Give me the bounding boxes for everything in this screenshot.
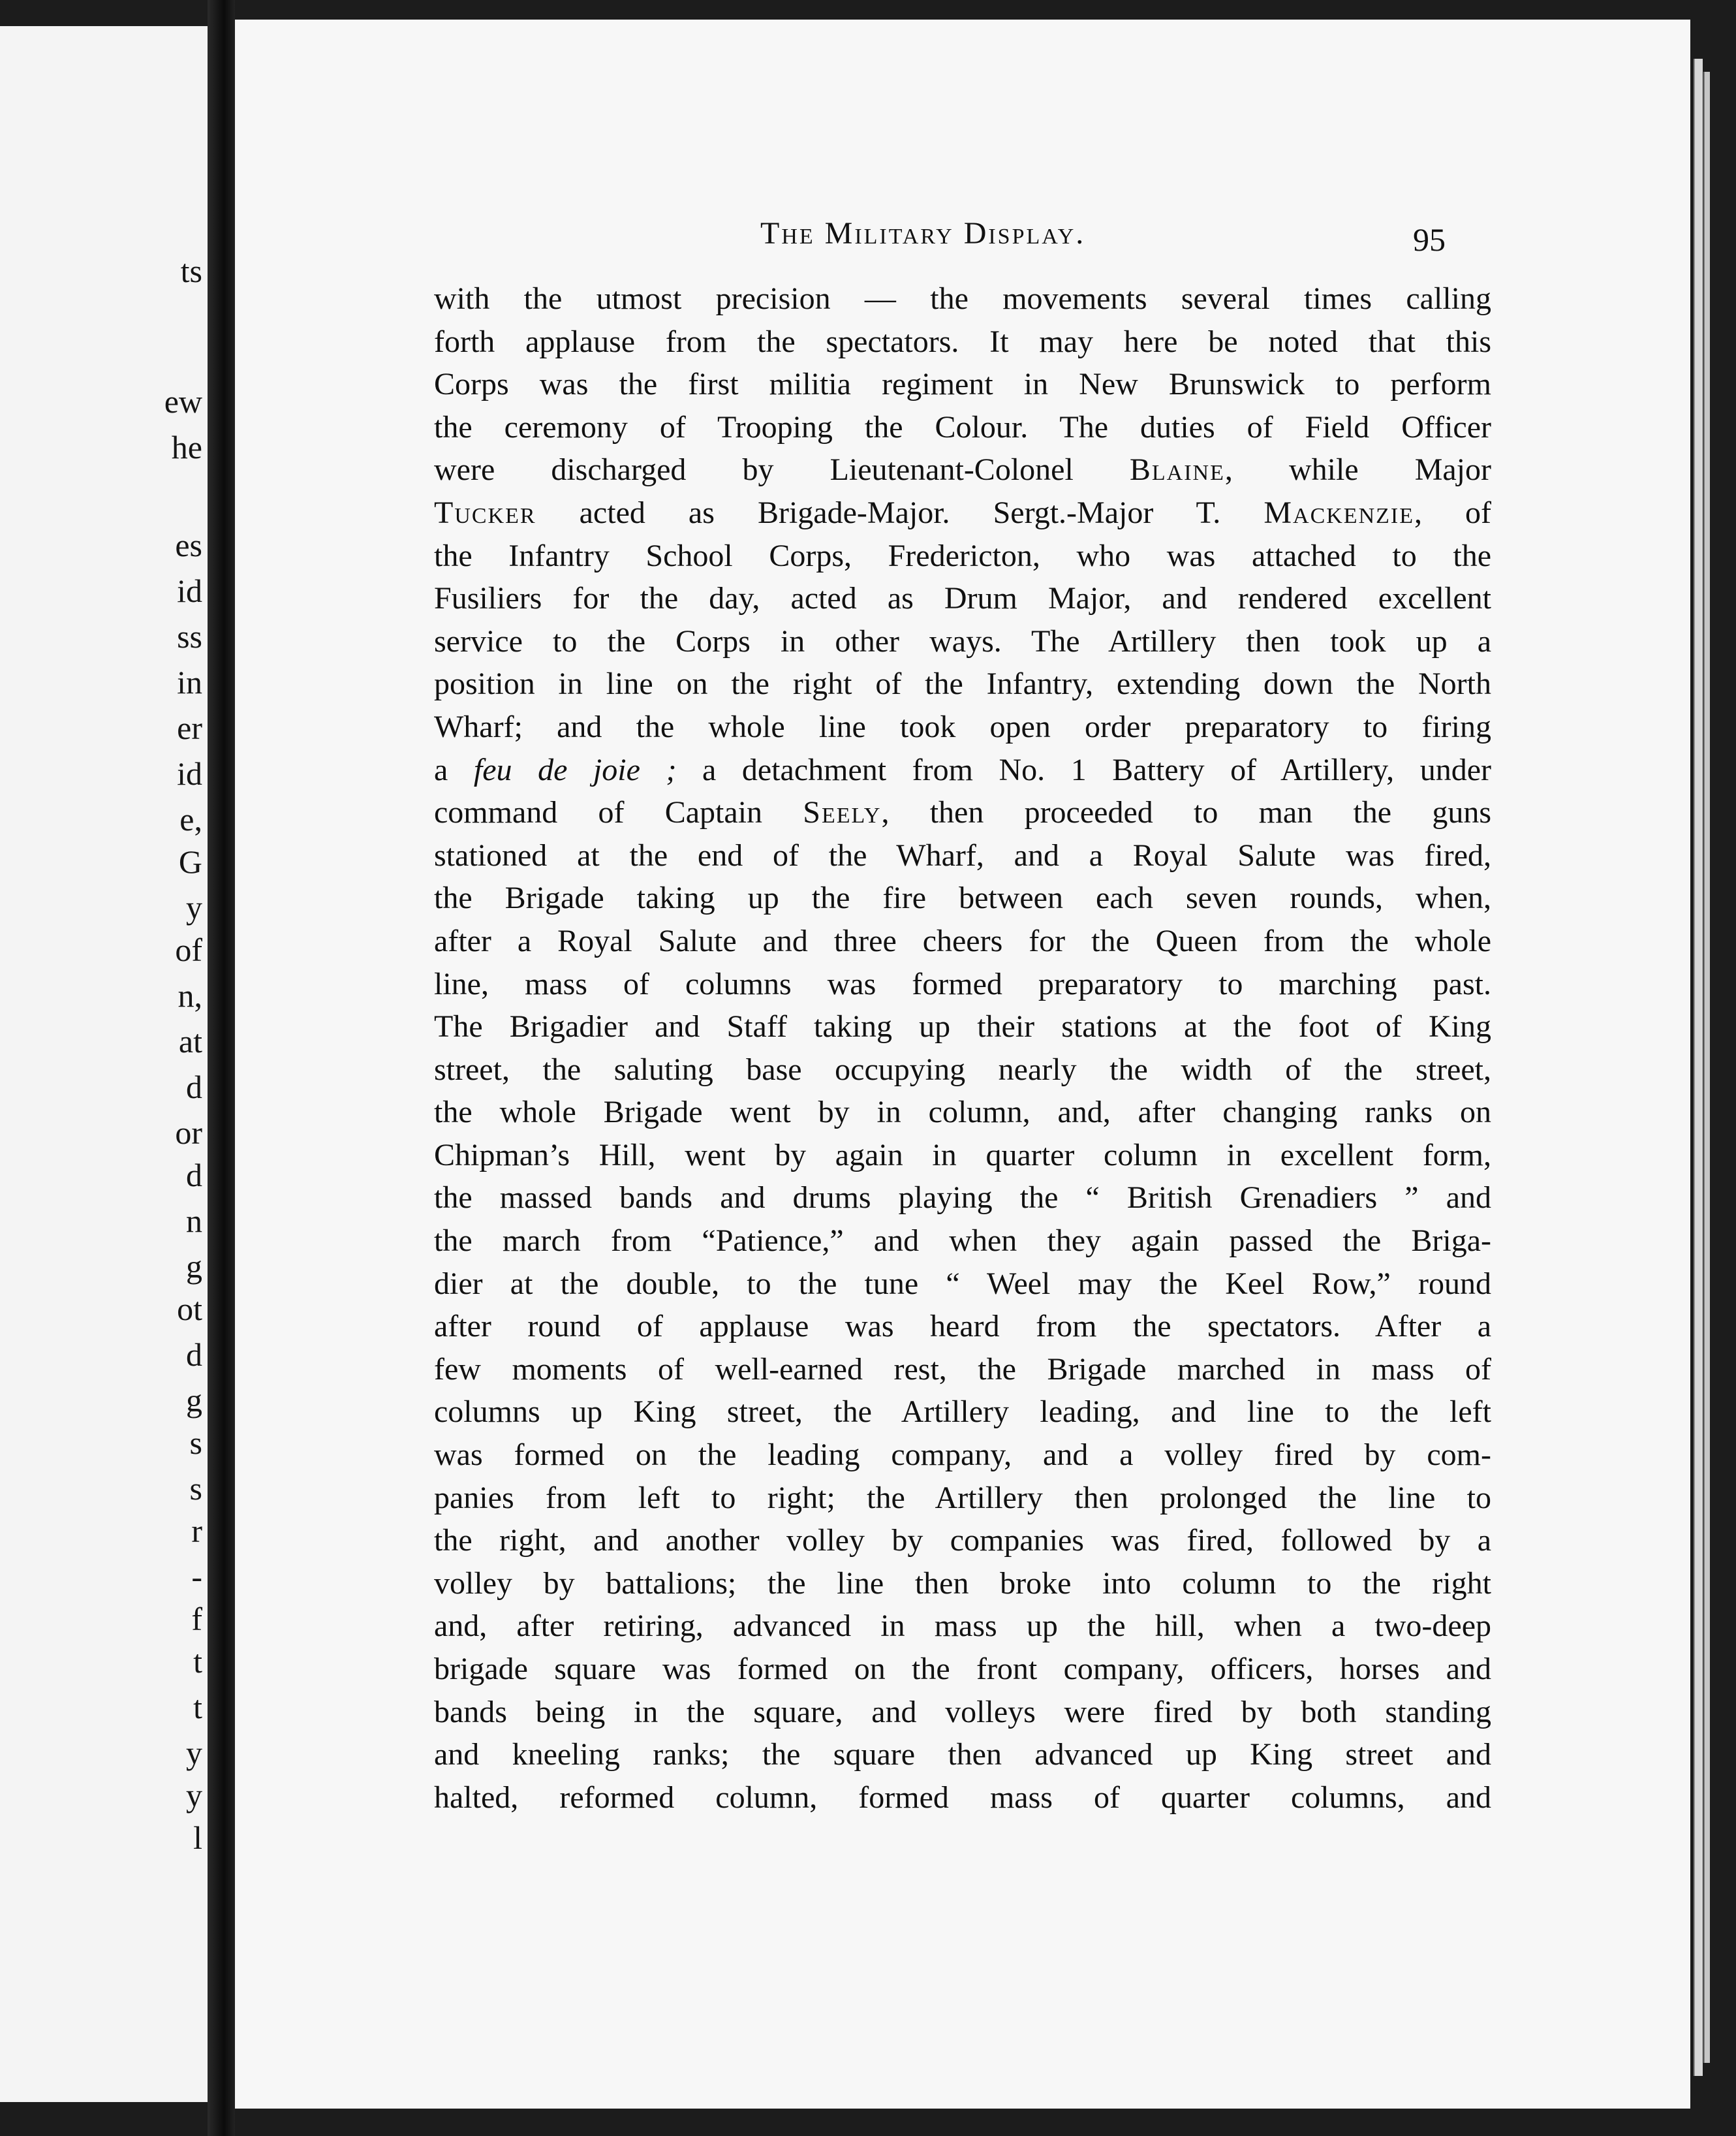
- name-seely: Seely: [803, 795, 882, 830]
- text-line: Fusiliers for the day, acted as Drum Major, and rendered excellent: [434, 581, 1491, 616]
- text-line: [434, 448, 1491, 492]
- left-page-text-fragment: -: [191, 1558, 202, 1595]
- text-line: [434, 791, 1491, 834]
- left-page-text-fragment: n: [186, 1202, 202, 1239]
- page-stack-edge: [1703, 72, 1710, 2063]
- left-page-text-fragment: d: [186, 1069, 202, 1105]
- left-page-text-fragment: ot: [177, 1291, 202, 1327]
- left-page-text-fragment: n,: [178, 977, 202, 1014]
- text-line: position in line on the right of the Infantry, extending down the North: [434, 667, 1491, 702]
- text-line: [434, 492, 1491, 535]
- text-line: and kneeling ranks; the square then advanced up King street and: [434, 1737, 1491, 1772]
- text-line: volley by battalions; the line then broke into column to the right: [434, 1565, 1491, 1601]
- left-page-edge: [0, 26, 208, 2102]
- text-line: The Brigadier and Staff taking up their stations at the foot of King: [434, 1009, 1491, 1044]
- text-line: [434, 749, 1491, 792]
- left-page-text-fragment: of: [175, 932, 202, 968]
- left-page-text-fragment: t: [193, 1689, 202, 1725]
- text-line: the Brigade taking up the fire between each seven rounds, when,: [434, 881, 1491, 916]
- text-line: bands being in the square, and volleys were fired by both standing: [434, 1694, 1491, 1729]
- text-run: were discharged by Lieutenant-Colonel: [434, 452, 1074, 488]
- left-page-text-fragment: ts: [180, 253, 202, 289]
- page-number: 95: [1413, 221, 1446, 258]
- book-gutter: [208, 0, 235, 2136]
- left-page-text-fragment: l: [193, 1819, 202, 1856]
- left-page-text-fragment: g: [186, 1382, 202, 1419]
- left-page-text-fragment: r: [191, 1513, 202, 1549]
- text-run: acted as Brigade-Major. Sergt.-Major T.: [579, 495, 1221, 530]
- text-line: panies from left to right; the Artillery then prolonged the line to: [434, 1480, 1491, 1515]
- name-blaine: Blaine: [1129, 452, 1225, 488]
- text-run: , of: [1414, 495, 1492, 530]
- text-run: command of Captain: [434, 795, 763, 830]
- left-page-text-fragment: he: [171, 429, 202, 465]
- left-page-text-fragment: es: [175, 527, 202, 563]
- text-line: stationed at the end of the Wharf, and a Royal Salute was fired,: [434, 838, 1491, 873]
- text-run: a: [434, 752, 448, 787]
- text-line: the Infantry School Corps, Fredericton, who was attached to the: [434, 538, 1491, 573]
- left-page-text-fragment: y: [186, 1777, 202, 1814]
- text-line: columns up King street, the Artillery leading, and line to the left: [434, 1394, 1491, 1430]
- left-page-text-fragment: at: [178, 1023, 202, 1060]
- name-mackenzie: Mackenzie: [1263, 495, 1414, 530]
- left-page-text-fragment: s: [189, 1470, 202, 1507]
- left-page-text-fragment: ss: [177, 618, 202, 655]
- body-text: [434, 277, 1491, 1819]
- left-page-text-fragment: t: [193, 1643, 202, 1680]
- text-line: with the utmost precision — the movements several times calling: [434, 281, 1491, 316]
- left-page-text-fragment: d: [186, 1157, 202, 1193]
- left-page-text-fragment: e,: [179, 801, 202, 838]
- text-run: , then proceeded to man the guns: [881, 795, 1492, 830]
- text-line: the right, and another volley by companies was fired, followed by a: [434, 1523, 1491, 1558]
- left-page-text-fragment: id: [177, 755, 202, 792]
- text-line: was formed on the leading company, and a volley fired by com-: [434, 1437, 1491, 1473]
- text-line: and, after retiring, advanced in mass up the hill, when a two-deep: [434, 1609, 1491, 1644]
- text-line: the march from “Patience,” and when they again passed the Briga-: [434, 1223, 1491, 1259]
- left-page-text-fragment: g: [186, 1248, 202, 1285]
- text-line: forth applause from the spectators. It may here be noted that this: [434, 324, 1491, 359]
- left-page-text-fragment: id: [177, 573, 202, 609]
- text-line: line, mass of columns was formed preparatory to marching past.: [434, 966, 1491, 1001]
- running-header: The Military Display.: [760, 216, 1086, 251]
- text-line: Corps was the first militia regiment in New Brunswick to perform: [434, 367, 1491, 402]
- left-page-text-fragment: or: [175, 1114, 202, 1151]
- text-line: after a Royal Salute and three cheers for the Queen from the whole: [434, 923, 1491, 958]
- text-line: street, the saluting base occupying nearly the width of the street,: [434, 1052, 1491, 1087]
- left-page-text-fragment: d: [186, 1336, 202, 1373]
- left-page-text-fragment: y: [186, 1735, 202, 1771]
- name-tucker: Tucker: [434, 495, 536, 530]
- left-page-text-fragment: in: [177, 664, 202, 700]
- italic-phrase: feu de joie ;: [473, 752, 677, 787]
- text-run: a detachment from No. 1 Battery of Artillery, under: [702, 752, 1492, 787]
- text-line: Chipman’s Hill, went by again in quarter column in excellent form,: [434, 1137, 1491, 1172]
- left-page-text-fragment: f: [191, 1601, 202, 1637]
- text-line: dier at the double, to the tune “ Weel may the Keel Row,” round: [434, 1266, 1491, 1301]
- text-line: brigade square was formed on the front company, officers, horses and: [434, 1652, 1491, 1686]
- text-line: the massed bands and drums playing the “ British Grenadiers ” and: [434, 1180, 1491, 1216]
- left-page-text-fragment: s: [189, 1424, 202, 1461]
- text-line: the ceremony of Trooping the Colour. The duties of Field Officer: [434, 409, 1491, 445]
- text-run: , while Major: [1224, 452, 1491, 488]
- text-line: after round of applause was heard from the spectators. After a: [434, 1309, 1491, 1344]
- page-stack-edge: [1694, 59, 1703, 2076]
- text-line: the whole Brigade went by in column, and, after changing ranks on: [434, 1095, 1491, 1130]
- text-line: service to the Corps in other ways. The Artillery then took up a: [434, 623, 1491, 659]
- text-line: halted, reformed column, formed mass of quarter columns, and: [434, 1780, 1491, 1815]
- left-page-text-fragment: y: [186, 889, 202, 926]
- left-page-text-fragment: er: [177, 710, 202, 746]
- text-line: few moments of well-earned rest, the Brigade marched in mass of: [434, 1351, 1491, 1387]
- left-page-text-fragment: G: [178, 843, 202, 880]
- text-line: Wharf; and the whole line took open order preparatory to firing: [434, 709, 1491, 744]
- left-page-text-fragment: ew: [164, 383, 202, 420]
